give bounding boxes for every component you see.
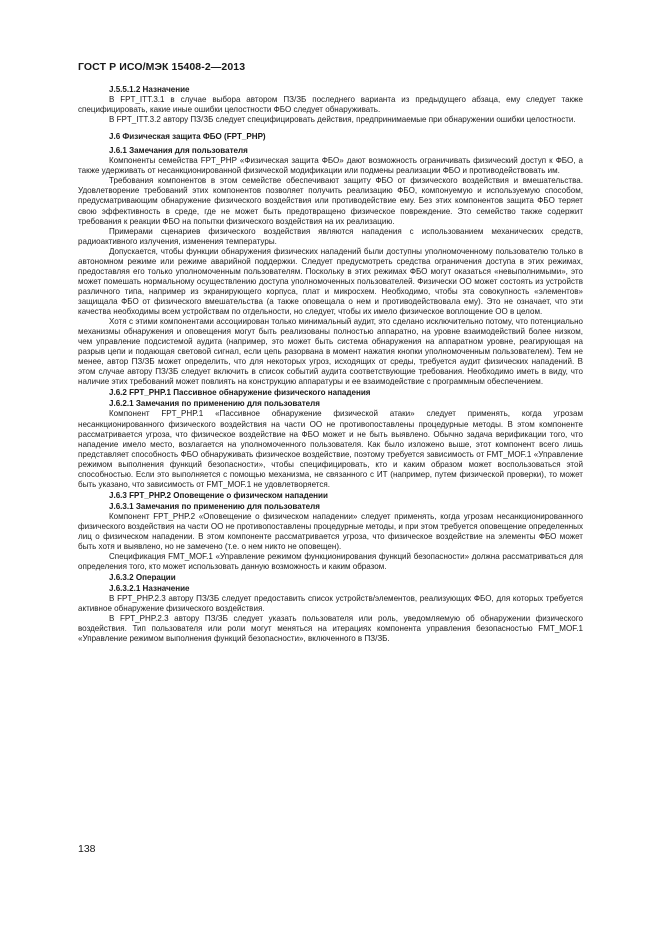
subsection-heading: J.6.3.2.1 Назначение bbox=[109, 584, 190, 594]
subsection-heading: J.6.1 Замечания для пользователя bbox=[109, 146, 248, 156]
subsection-heading: J.6.2 FPT_PHP.1 Пассивное обнаружение физического нападения bbox=[109, 388, 371, 398]
paragraph: Примерами сценариев физического воздействия являются нападения с использованием механических средств, радиоактивного излучения, изменения температуры. bbox=[78, 226, 583, 246]
paragraph: Допускается, чтобы функции обнаружения физических нападений были доступны уполномоченному пользователю только в автономном режиме или режиме аварийной поддержки. Следует предусмотреть средства ограничения доступа в этих режимах, предоставляя его только уполномоченным пользователям. Поскольку в этих режимах ФБО могут оказаться «невыполнимыми», это может помешать нормальному осуществлению доступа уполномоченных пользователей. Физически ОО может состоять из устройств различного типа, например из экранирующего корпуса, плат и микросхем. Необходимо, чтобы эта совокупность «элементов» защищала ФБО от физического вмешательства (а также оповещала о нем и противодействовала ему). Это не означает, что эти качества необходимы всем устройствам по отдельности, но следует, чтобы их имело физическое воплощение ОО в целом. bbox=[78, 246, 583, 316]
subsection-heading: J.6.2.1 Замечания по применению для пользователя bbox=[109, 399, 320, 409]
paragraph: Компоненты семейства FPT_PHP «Физическая защита ФБО» дают возможность ограничивать физический доступ к ФБО, а также удерживать от несанкционированной физической модификации или подмены реализации ФБО и противодействовать им. bbox=[78, 156, 583, 176]
subsection-heading: J.6.3 FPT_PHP.2 Оповещение о физическом нападении bbox=[109, 490, 328, 500]
paragraph: В FPT_ITT.3.2 автору ПЗ/ЗБ следует специфицировать действия, предпринимаемые при обнаружении ошибки целостности. bbox=[109, 115, 576, 125]
paragraph: Требования компонентов в этом семействе обеспечивают защиту ФБО от физического воздействия и вмешательства. Удовлетворение требований этих компонентов позволяет получить реализацию ФБО, компонуемую и используемую способом, предусматривающим обнаружение физического воздействия или противодействие ему. Без этих компонентов защита ФБО теряет свою эффективность в среде, где не может быть предотвращено физическое повреждение. Это семейство также содержит требования к реакции ФБО на попытки физического воздействия на их реализацию. bbox=[78, 176, 583, 226]
paragraph: Хотя с этими компонентами ассоциирован только минимальный аудит, это сделано исключительно потому, что потенциально механизмы обнаружения и оповещения могут быть реализованы полностью аппаратно, на уровне взаимодействий более низком, чем управление подсистемой аудита (например, это может быть система обнаружения на аппаратном уровне, реагирующая на разрыв цепи и подающая световой сигнал, если цепь разорвана в момент нажатия кнопки уполномоченным пользователем). Тем не менее, автор ПЗ/ЗБ может определить, что для некоторых угроз, исходящих от среды, требуется аудит физических нападений. В этом случае автору ПЗ/ЗБ следует включить в список событий аудита соответствующие требования. Необходимо иметь в виду, что наличие этих требований может повлиять на конструкцию аппаратуры и ее взаимодействие с программным обеспечением. bbox=[78, 317, 583, 387]
subsection-heading: J.6.3.2 Операции bbox=[109, 573, 176, 583]
spacer bbox=[78, 125, 583, 129]
paragraph: Спецификация FMT_MOF.1 «Управление режимом функционирования функций безопасности» должна рассматриваться для определения того, кто может использовать данную возможность и каким образом. bbox=[78, 552, 583, 572]
page-header: ГОСТ Р ИСО/МЭК 15408-2—2013 bbox=[78, 61, 246, 73]
paragraph: Компонент FPT_PHP.2 «Оповещение о физическом нападении» следует применять, когда угрозам несанкционированного физического воздействия на части ОО не противопоставлены процедурные методы, и при этом требуется оповещение определенных лиц о физическом нападении. В этом компоненте рассматривается угроза, что физическое воздействие на элементы ФБО может быть хотя и выявлено, но не замечено (т.е. о нем никто не оповещен). bbox=[78, 511, 583, 552]
page-content bbox=[78, 84, 583, 645]
paragraph: В FPT_PHP.2.3 автору ПЗ/ЗБ следует указать пользователя или роль, уведомляемую об обнаружении физического воздействия. Тип пользователя или роли могут меняться на итерациях компонента управления безопасностью FMT_MOF.1 «Управление режимом выполнения функций безопасности», включенного в ПЗ/ЗБ. bbox=[78, 614, 583, 644]
page-number: 138 bbox=[78, 843, 96, 855]
paragraph: В FPT_ITT.3.1 в случае выбора автором ПЗ/ЗБ последнего варианта из предыдущего абзаца, ему следует также специфицировать, какие иные ошибки целостности ФБО следует обнаруживать. bbox=[78, 95, 583, 115]
subsection-heading: J.5.5.1.2 Назначение bbox=[109, 85, 190, 94]
section-heading: J.6 Физическая защита ФБО (FPT_PHP) bbox=[109, 132, 266, 142]
paragraph: В FPT_PHP.2.3 автору ПЗ/ЗБ следует предоставить список устройств/элементов, реализующих ФБО, для которых требуется активное обнаружение физического воздействия. bbox=[78, 594, 583, 614]
subsection-heading: J.6.3.1 Замечания по применению для пользователя bbox=[109, 501, 320, 511]
paragraph: Компонент FPT_PHP.1 «Пассивное обнаружение физической атаки» следует применять, когда угрозам несанкционированного физического воздействия на части ОО не противопоставлены процедурные методы. В этом компоненте рассматривается угроза, что физическое воздействие на ФБО может и не быть выявлено. Обычно задача верификации того, что нападение имело место, возлагается на уполномоченного пользователя. Как было изложено выше, этот компонент всего лишь представляет способность ФБО обнаруживать физическое воздействие, поэтому требуется зависимость от FMT_MOF.1 «Управление режимом выполнения функций безопасности», чтобы специфицировать, кто и каким образом может воспользоваться этой способностью. Если это выполняется с помощью механизма, не связанного с ИТ (например, путем физической проверки), то может быть указано, что зависимость от FMT_MOF.1 не удовлетворяется. bbox=[78, 409, 583, 489]
